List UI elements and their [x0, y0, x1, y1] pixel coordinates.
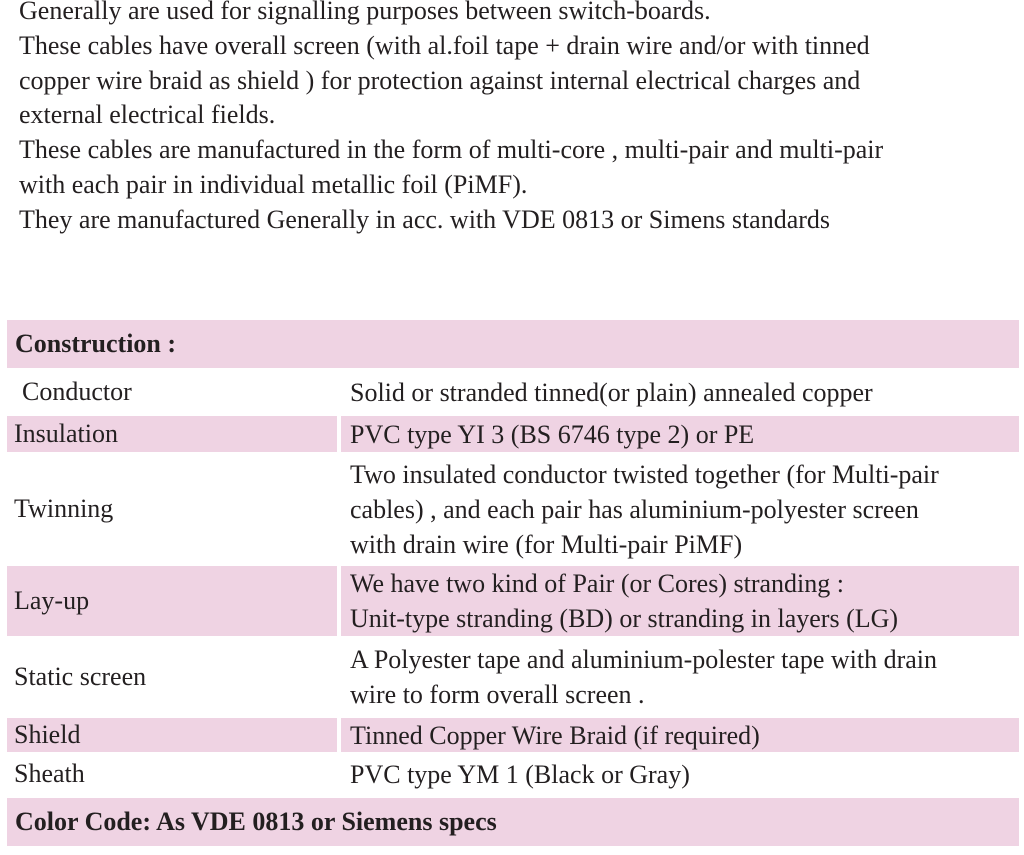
- spec-label: Sheath: [14, 759, 85, 788]
- intro-line: These cables have overall screen (with al.foil tape + drain wire and/or with tinned: [19, 30, 870, 60]
- construction-table: [7, 320, 1019, 846]
- intro-line: These cables are manufactured in the form of multi-core , multi-pair and multi-pair: [19, 135, 884, 165]
- construction-heading: Construction :: [7, 320, 1019, 368]
- spec-row-shield: [7, 718, 1019, 752]
- spec-value: We have two kind of Pair (or Cores) stranding : Unit-type stranding (BD) or stranding in layers (LG): [341, 566, 1019, 636]
- spec-row-lay-up: [7, 566, 1019, 636]
- spec-label: Insulation: [7, 416, 337, 452]
- intro-line: They are manufactured Generally in acc. with VDE 0813 or Simens standards: [19, 204, 831, 234]
- intro-paragraph: [19, 0, 1019, 238]
- intro-line: copper wire braid as shield ) for protection against internal electrical charges and: [19, 65, 861, 95]
- spec-row-conductor: [7, 372, 1019, 412]
- intro-line: with each pair in individual metallic foil (PiMF).: [19, 169, 528, 199]
- spec-label: Conductor: [22, 377, 132, 406]
- spec-row-sheath: [7, 756, 1019, 792]
- spec-label: Lay-up: [7, 566, 337, 636]
- intro-line: external electrical fields.: [19, 100, 276, 130]
- spec-value: PVC type YI 3 (BS 6746 type 2) or PE: [341, 416, 1019, 452]
- spec-value: A Polyester tape and aluminium-polester tape with drain wire to form overall screen .: [350, 645, 938, 709]
- spec-value: Two insulated conductor twisted together (for Multi-pair cables) , and each pair has aluminium-polyester screen with drain wire (for Multi-pair PiMF): [350, 459, 939, 559]
- spec-row-insulation: [7, 416, 1019, 452]
- spec-row-static-screen: [7, 640, 1019, 714]
- intro-line: Generally are used for signalling purposes between switch-boards.: [19, 0, 711, 25]
- spec-value: Solid or stranded tinned(or plain) annealed copper: [350, 377, 873, 407]
- spec-label: Twinning: [14, 494, 114, 523]
- spec-value: PVC type YM 1 (Black or Gray): [350, 759, 690, 789]
- spec-label: Shield: [7, 718, 337, 752]
- spec-label: Static screen: [14, 662, 147, 691]
- spec-row-twinning: [7, 456, 1019, 562]
- spec-value: Tinned Copper Wire Braid (if required): [341, 718, 1019, 752]
- color-code-footer: Color Code: As VDE 0813 or Siemens specs: [7, 798, 1019, 846]
